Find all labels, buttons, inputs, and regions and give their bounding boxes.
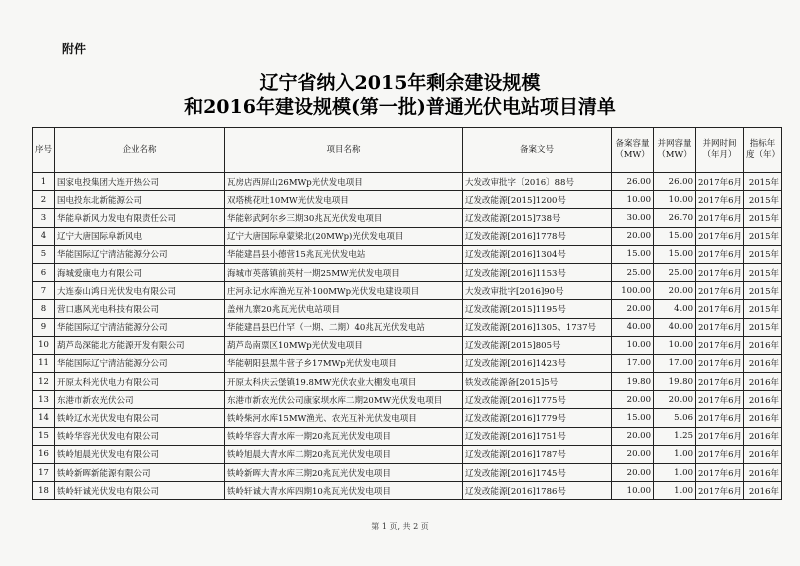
column-header: 备案文号 xyxy=(463,128,612,173)
cell-project: 华能建昌县小德营15兆瓦光伏发电站 xyxy=(225,245,463,263)
cell-year: 2016年 xyxy=(744,482,782,500)
cell-no: 1 xyxy=(33,173,55,191)
cell-cap: 20.00 xyxy=(612,464,654,482)
cell-grid: 1.00 xyxy=(654,445,696,463)
cell-grid: 25.00 xyxy=(654,263,696,281)
cell-filing: 辽发改能源[2015]1200号 xyxy=(463,191,612,209)
cell-cap: 15.00 xyxy=(612,245,654,263)
cell-year: 2015年 xyxy=(744,227,782,245)
cell-year: 2015年 xyxy=(744,245,782,263)
table-row xyxy=(33,409,782,427)
document-title-line1: 辽宁省纳入2015年剩余建设规模 xyxy=(259,72,541,94)
cell-filing: 辽发改能源[2016]1787号 xyxy=(463,445,612,463)
cell-grid: 26.00 xyxy=(654,173,696,191)
cell-cap: 20.00 xyxy=(612,391,654,409)
cell-filing: 大发改审批字[2016]90号 xyxy=(463,282,612,300)
table-row xyxy=(33,282,782,300)
cell-no: 16 xyxy=(33,445,55,463)
cell-time: 2017年6月 xyxy=(696,209,744,227)
cell-grid: 20.00 xyxy=(654,391,696,409)
table-row xyxy=(33,191,782,209)
document-title-line2: 和2016年建设规模(第一批)普通光伏电站项目清单 xyxy=(184,96,616,118)
table-row xyxy=(33,300,782,318)
cell-project: 铁岭柴河水库15MW渔光、农光互补光伏发电项目 xyxy=(225,409,463,427)
cell-year: 2015年 xyxy=(744,282,782,300)
cell-time: 2017年6月 xyxy=(696,263,744,281)
cell-grid: 10.00 xyxy=(654,191,696,209)
cell-company: 海城爱康电力有限公司 xyxy=(55,263,225,281)
cell-time: 2017年6月 xyxy=(696,318,744,336)
cell-project: 海城市英落镇前英村一期25MW光伏发电项目 xyxy=(225,263,463,281)
table-row xyxy=(33,318,782,336)
page-footer: 第 1 页, 共 2 页 xyxy=(371,522,429,531)
cell-grid: 4.00 xyxy=(654,300,696,318)
cell-company: 辽宁大唐国际阜新风电 xyxy=(55,227,225,245)
cell-company: 国电投东北新能源公司 xyxy=(55,191,225,209)
cell-grid: 15.00 xyxy=(654,245,696,263)
cell-project: 华能彰武阿尔乡三期30兆瓦光伏发电项目 xyxy=(225,209,463,227)
cell-time: 2017年6月 xyxy=(696,391,744,409)
cell-time: 2017年6月 xyxy=(696,227,744,245)
cell-year: 2015年 xyxy=(744,173,782,191)
table-row xyxy=(33,373,782,391)
cell-filing: 辽发改能源[2016]1775号 xyxy=(463,391,612,409)
column-header: 项目名称 xyxy=(225,128,463,173)
cell-project: 葫芦岛南票区10MWp光伏发电项目 xyxy=(225,336,463,354)
cell-year: 2016年 xyxy=(744,354,782,372)
cell-time: 2017年6月 xyxy=(696,173,744,191)
cell-filing: 辽发改能源[2016]1786号 xyxy=(463,482,612,500)
cell-project: 华能朝阳县黑牛营子乡17MWp光伏发电项目 xyxy=(225,354,463,372)
cell-year: 2016年 xyxy=(744,391,782,409)
cell-filing: 大发改审批字〔2016〕88号 xyxy=(463,173,612,191)
cell-year: 2016年 xyxy=(744,336,782,354)
cell-year: 2016年 xyxy=(744,409,782,427)
cell-project: 铁岭旭晨大青水库二期20兆瓦光伏发电项目 xyxy=(225,445,463,463)
column-header: 序号 xyxy=(33,128,55,173)
cell-cap: 19.80 xyxy=(612,373,654,391)
cell-project: 盖州九寨20兆瓦光伏电站项目 xyxy=(225,300,463,318)
table-row xyxy=(33,245,782,263)
cell-company: 营口惠风光电科技有限公司 xyxy=(55,300,225,318)
cell-company: 开原太科光伏电力有限公司 xyxy=(55,373,225,391)
column-header: 并网容量（MW） xyxy=(654,128,696,173)
cell-time: 2017年6月 xyxy=(696,427,744,445)
cell-grid: 1.25 xyxy=(654,427,696,445)
cell-no: 6 xyxy=(33,263,55,281)
cell-time: 2017年6月 xyxy=(696,464,744,482)
cell-project: 瓦房店西屏山26MWp光伏发电项目 xyxy=(225,173,463,191)
cell-no: 11 xyxy=(33,354,55,372)
table-row xyxy=(33,173,782,191)
cell-project: 东港市新农光伏公司康家坝水库二期20MW光伏发电项目 xyxy=(225,391,463,409)
cell-no: 4 xyxy=(33,227,55,245)
cell-filing: 辽发改能源[2016]1423号 xyxy=(463,354,612,372)
cell-company: 铁岭轩诚光伏发电有限公司 xyxy=(55,482,225,500)
table-row xyxy=(33,482,782,500)
cell-cap: 10.00 xyxy=(612,482,654,500)
cell-company: 华能阜新风力发电有限责任公司 xyxy=(55,209,225,227)
table-row xyxy=(33,227,782,245)
cell-year: 2016年 xyxy=(744,445,782,463)
cell-grid: 15.00 xyxy=(654,227,696,245)
cell-company: 葫芦岛深能北方能源开发有限公司 xyxy=(55,336,225,354)
cell-cap: 25.00 xyxy=(612,263,654,281)
cell-grid: 1.00 xyxy=(654,464,696,482)
column-header: 指标年度（年） xyxy=(744,128,782,173)
cell-grid: 10.00 xyxy=(654,336,696,354)
table-row xyxy=(33,263,782,281)
cell-year: 2016年 xyxy=(744,464,782,482)
cell-company: 大连泰山鸿日光伏发电有限公司 xyxy=(55,282,225,300)
cell-cap: 15.00 xyxy=(612,409,654,427)
table-row xyxy=(33,445,782,463)
cell-cap: 40.00 xyxy=(612,318,654,336)
cell-year: 2015年 xyxy=(744,300,782,318)
cell-cap: 30.00 xyxy=(612,209,654,227)
cell-grid: 19.80 xyxy=(654,373,696,391)
cell-project: 双塔桃花吐10MW光伏发电项目 xyxy=(225,191,463,209)
cell-cap: 20.00 xyxy=(612,300,654,318)
cell-filing: 辽发改能源[2016]1751号 xyxy=(463,427,612,445)
column-header: 企业名称 xyxy=(55,128,225,173)
project-table xyxy=(32,127,782,500)
cell-project: 铁岭新晖大青水库三期20兆瓦光伏发电项目 xyxy=(225,464,463,482)
cell-project: 辽宁大唐国际阜蒙梁北(20MWp)光伏发电项目 xyxy=(225,227,463,245)
cell-no: 14 xyxy=(33,409,55,427)
cell-filing: 辽发改能源[2015]738号 xyxy=(463,209,612,227)
cell-company: 国家电投集团大连开热公司 xyxy=(55,173,225,191)
cell-cap: 10.00 xyxy=(612,336,654,354)
cell-cap: 20.00 xyxy=(612,227,654,245)
cell-filing: 辽发改能源[2016]1305、1737号 xyxy=(463,318,612,336)
cell-filing: 辽发改能源[2016]1153号 xyxy=(463,263,612,281)
cell-grid: 5.06 xyxy=(654,409,696,427)
cell-grid: 26.70 xyxy=(654,209,696,227)
cell-grid: 1.00 xyxy=(654,482,696,500)
table-row xyxy=(33,464,782,482)
cell-project: 开原太科庆云堡镇19.8MW光伏农业大棚发电项目 xyxy=(225,373,463,391)
column-header: 备案容量（MW） xyxy=(612,128,654,173)
cell-time: 2017年6月 xyxy=(696,282,744,300)
cell-no: 15 xyxy=(33,427,55,445)
cell-company: 铁岭新晖新能源有限公司 xyxy=(55,464,225,482)
cell-time: 2017年6月 xyxy=(696,245,744,263)
cell-company: 铁岭旭晨光伏发电有限公司 xyxy=(55,445,225,463)
cell-no: 8 xyxy=(33,300,55,318)
cell-project: 庄河永记水库渔光互补100MWp光伏发电建设项目 xyxy=(225,282,463,300)
cell-no: 3 xyxy=(33,209,55,227)
column-header: 并网时间（年月） xyxy=(696,128,744,173)
cell-cap: 17.00 xyxy=(612,354,654,372)
cell-filing: 辽发改能源[2016]1745号 xyxy=(463,464,612,482)
cell-project: 华能建昌县巴什罕（一期、二期）40兆瓦光伏发电站 xyxy=(225,318,463,336)
cell-year: 2015年 xyxy=(744,191,782,209)
cell-company: 铁岭华容光伏发电有限公司 xyxy=(55,427,225,445)
cell-year: 2016年 xyxy=(744,427,782,445)
attachment-label: 附件 xyxy=(62,42,87,56)
cell-cap: 26.00 xyxy=(612,173,654,191)
cell-filing: 辽发改能源[2015]1195号 xyxy=(463,300,612,318)
cell-no: 18 xyxy=(33,482,55,500)
table-row xyxy=(33,427,782,445)
cell-time: 2017年6月 xyxy=(696,354,744,372)
cell-company: 华能国际辽宁清洁能源分公司 xyxy=(55,318,225,336)
cell-time: 2017年6月 xyxy=(696,191,744,209)
cell-year: 2015年 xyxy=(744,209,782,227)
cell-cap: 20.00 xyxy=(612,427,654,445)
cell-filing: 辽发改能源[2016]1304号 xyxy=(463,245,612,263)
cell-cap: 20.00 xyxy=(612,445,654,463)
cell-company: 东港市新农光伏公司 xyxy=(55,391,225,409)
cell-time: 2017年6月 xyxy=(696,336,744,354)
cell-project: 铁岭华容大青水库一期20兆瓦光伏发电项目 xyxy=(225,427,463,445)
table-row xyxy=(33,209,782,227)
cell-time: 2017年6月 xyxy=(696,445,744,463)
cell-filing: 辽发改能源[2016]1778号 xyxy=(463,227,612,245)
cell-time: 2017年6月 xyxy=(696,409,744,427)
table-header-row xyxy=(33,128,782,173)
cell-company: 铁岭辽水光伏发电有限公司 xyxy=(55,409,225,427)
cell-no: 5 xyxy=(33,245,55,263)
cell-no: 9 xyxy=(33,318,55,336)
cell-grid: 20.00 xyxy=(654,282,696,300)
cell-filing: 铁发改能源备[2015]5号 xyxy=(463,373,612,391)
table-row xyxy=(33,354,782,372)
cell-company: 华能国际辽宁清洁能源分公司 xyxy=(55,245,225,263)
cell-no: 10 xyxy=(33,336,55,354)
cell-no: 7 xyxy=(33,282,55,300)
cell-filing: 辽发改能源[2016]1779号 xyxy=(463,409,612,427)
cell-grid: 17.00 xyxy=(654,354,696,372)
cell-year: 2016年 xyxy=(744,373,782,391)
cell-no: 2 xyxy=(33,191,55,209)
table-row xyxy=(33,391,782,409)
cell-time: 2017年6月 xyxy=(696,300,744,318)
cell-company: 华能国际辽宁清洁能源分公司 xyxy=(55,354,225,372)
cell-no: 13 xyxy=(33,391,55,409)
cell-cap: 100.00 xyxy=(612,282,654,300)
cell-year: 2015年 xyxy=(744,263,782,281)
cell-cap: 10.00 xyxy=(612,191,654,209)
table-row xyxy=(33,336,782,354)
cell-grid: 40.00 xyxy=(654,318,696,336)
cell-time: 2017年6月 xyxy=(696,482,744,500)
cell-project: 铁岭轩诚大青水库四期10兆瓦光伏发电项目 xyxy=(225,482,463,500)
cell-year: 2015年 xyxy=(744,318,782,336)
cell-no: 12 xyxy=(33,373,55,391)
cell-filing: 辽发改能源[2015]805号 xyxy=(463,336,612,354)
cell-no: 17 xyxy=(33,464,55,482)
cell-time: 2017年6月 xyxy=(696,373,744,391)
